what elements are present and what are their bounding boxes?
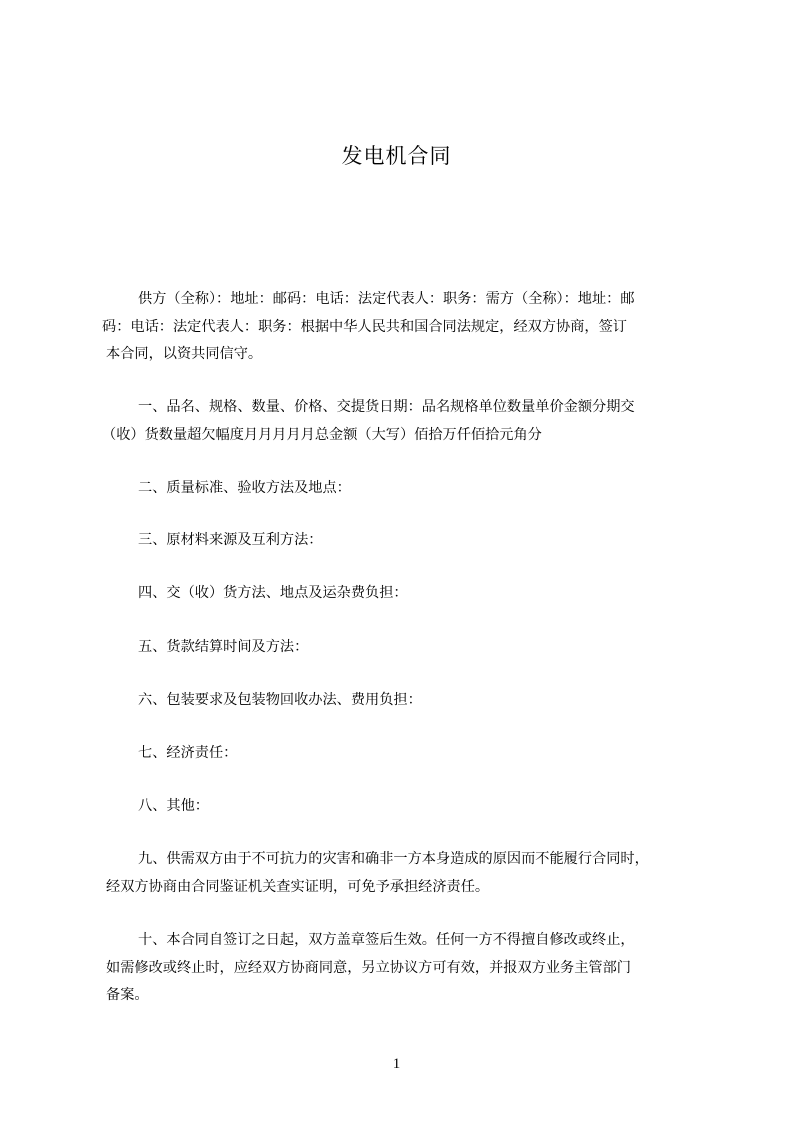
clause-10-paragraph bbox=[106, 927, 698, 1010]
clause-6-heading: 六、包装要求及包装物回收办法、费用负担： bbox=[138, 692, 422, 708]
preamble-paragraph bbox=[102, 286, 698, 369]
clause-9-paragraph bbox=[106, 846, 698, 901]
clause-10-line-1: 十、本合同自签订之日起，双方盖章签后生效。任何一方不得擅自修改或终止， bbox=[138, 932, 635, 948]
preamble-line-3: 本合同，以资共同信守。 bbox=[106, 346, 263, 362]
clause-10-line-3: 备案。 bbox=[106, 987, 149, 1003]
document-title: 发电机合同 bbox=[341, 144, 452, 168]
clause-9-line-2: 经双方协商由合同鉴证机关查实证明，可免予承担经济责任。 bbox=[106, 878, 490, 895]
clause-7-heading: 七、经济责任： bbox=[138, 745, 238, 761]
clause-1-line-2: （收）货数量超欠幅度月月月月月总金额（大写）佰拾万仟佰拾元角分 bbox=[102, 426, 542, 443]
preamble-line-2: 码：电话：法定代表人：职务：根据中华人民共和国合同法规定，经双方协商，签订 bbox=[102, 318, 627, 335]
clause-3-heading: 三、原材料来源及互利方法： bbox=[138, 532, 323, 548]
clause-2-heading: 二、质量标准、验收方法及地点： bbox=[138, 480, 351, 496]
clause-5-heading: 五、货款结算时间及方法： bbox=[138, 639, 309, 655]
preamble-line-1: 供方（全称）：地址：邮码：电话：法定代表人：职务：需方（全称）：地址：邮 bbox=[138, 291, 635, 307]
clause-4-heading: 四、交（收）货方法、地点及运杂费负担： bbox=[138, 585, 408, 601]
clause-1-paragraph bbox=[102, 394, 698, 449]
clause-8-heading: 八、其他： bbox=[138, 798, 209, 814]
clause-1-line-1: 一、品名、规格、数量、价格、交提货日期：品名规格单位数量单价金额分期交 bbox=[138, 399, 635, 415]
clause-9-line-1: 九、供需双方由于不可抗力的灾害和确非一方本身造成的原因而不能履行合同时， bbox=[138, 851, 649, 867]
clause-10-line-2: 如需修改或终止时，应经双方协商同意，另立协议方可有效，并报双方业务主管部门 bbox=[106, 959, 631, 976]
page-number: 1 bbox=[392, 1056, 401, 1072]
